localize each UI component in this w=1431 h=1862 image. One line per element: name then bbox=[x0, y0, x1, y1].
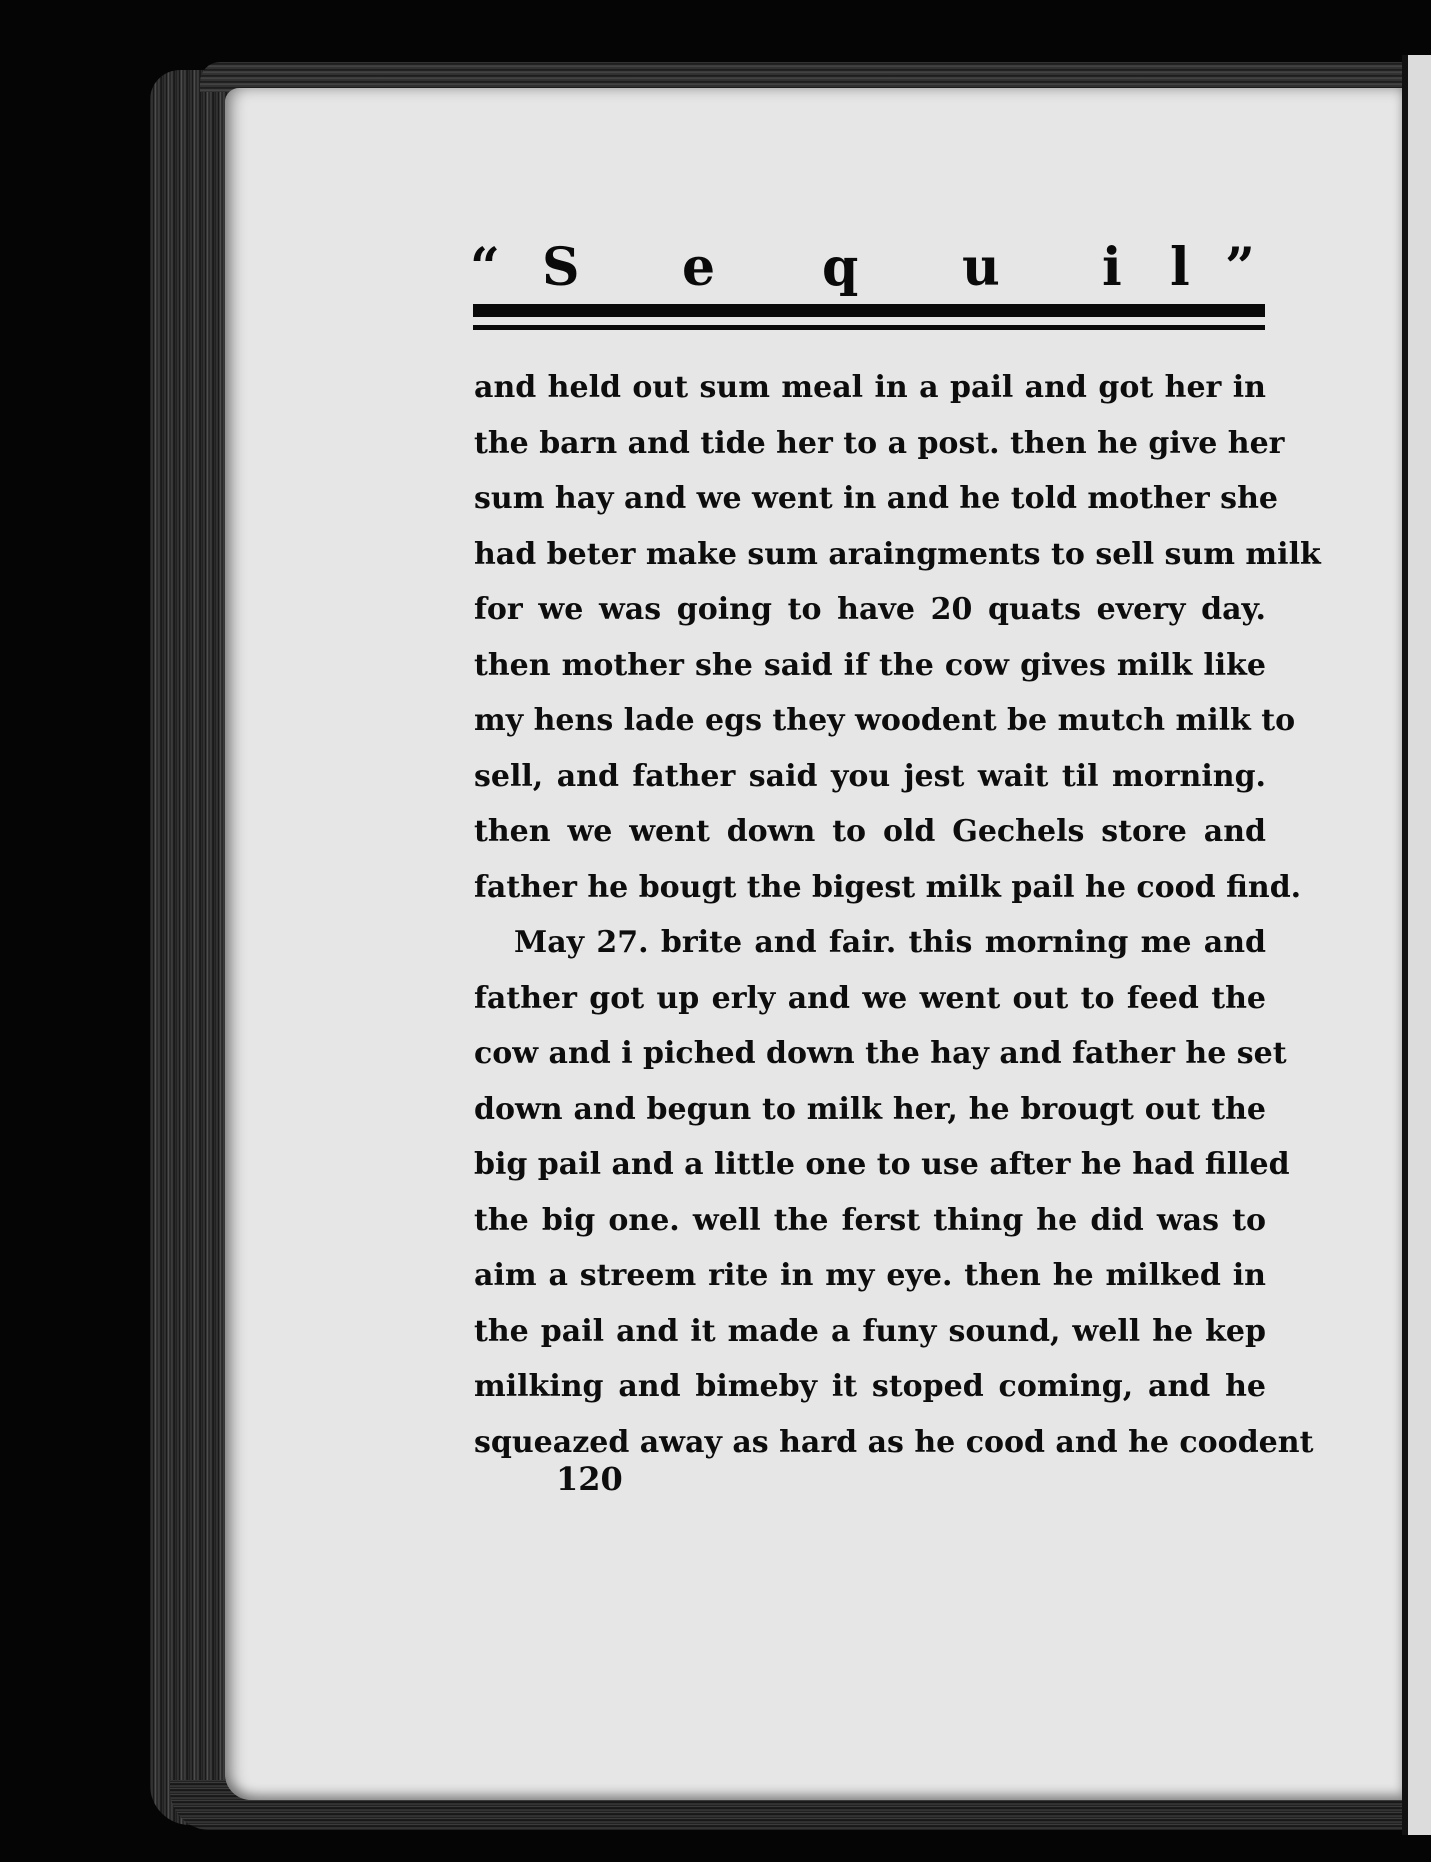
text-line: for we was going to have 20 quats every day. bbox=[474, 592, 1266, 627]
text-line: father got up erly and we went out to feed the bbox=[474, 980, 1266, 1016]
page-number: 120 bbox=[556, 1460, 623, 1498]
running-head bbox=[470, 228, 1270, 308]
running-head-letter: i bbox=[1102, 237, 1122, 298]
header-rule-thick bbox=[473, 304, 1265, 317]
body-text bbox=[474, 360, 1321, 1470]
text-line: sell, and father said you jest wait til morning. bbox=[474, 758, 1266, 794]
running-head-letter: S bbox=[542, 237, 580, 298]
text-line: my hens lade egs they woodent be mutch milk to bbox=[474, 703, 1296, 738]
running-head-close-quote: ” bbox=[1225, 237, 1255, 298]
text-line: the barn and tide her to a post. then he give her bbox=[474, 425, 1285, 461]
text-line: aim a streem rite in my eye. then he milked in bbox=[474, 1258, 1266, 1293]
text-line: sum hay and we went in and he told mother she bbox=[474, 481, 1278, 516]
text-line: and held out sum meal in a pail and got her in bbox=[474, 370, 1266, 405]
text-line: squeazed away as hard as he cood and he coodent bbox=[474, 1424, 1314, 1460]
text-line: cow and i piched down the hay and father he set bbox=[474, 1036, 1287, 1071]
text-line: the big one. well the ferst thing he did was to bbox=[474, 1202, 1266, 1238]
text-line: had beter make sum araingments to sell sum milk bbox=[474, 536, 1321, 572]
running-head-open-quote: “ bbox=[470, 237, 500, 298]
running-head-letter: e bbox=[682, 237, 716, 298]
text-line-paragraph-start: May 27. brite and fair. this morning me and bbox=[514, 925, 1266, 960]
text-line: then mother she said if the cow gives milk like bbox=[474, 647, 1266, 683]
facing-page-sliver bbox=[1402, 55, 1431, 1835]
running-head-letter: l bbox=[1170, 237, 1190, 298]
text-line: down and begun to milk her, he brougt out the bbox=[474, 1091, 1266, 1127]
text-line: milking and bimeby it stoped coming, and he bbox=[474, 1369, 1266, 1404]
running-head-letter: u bbox=[962, 237, 1000, 298]
text-line: father he bougt the bigest milk pail he cood find. bbox=[474, 869, 1302, 905]
text-line: the pail and it made a funy sound, well he kep bbox=[474, 1313, 1266, 1349]
text-line: big pail and a little one to use after he had filled bbox=[474, 1147, 1290, 1182]
running-head-letter: q bbox=[822, 237, 859, 298]
header-rule-thin bbox=[473, 325, 1265, 330]
text-line: then we went down to old Gechels store and bbox=[474, 814, 1266, 849]
